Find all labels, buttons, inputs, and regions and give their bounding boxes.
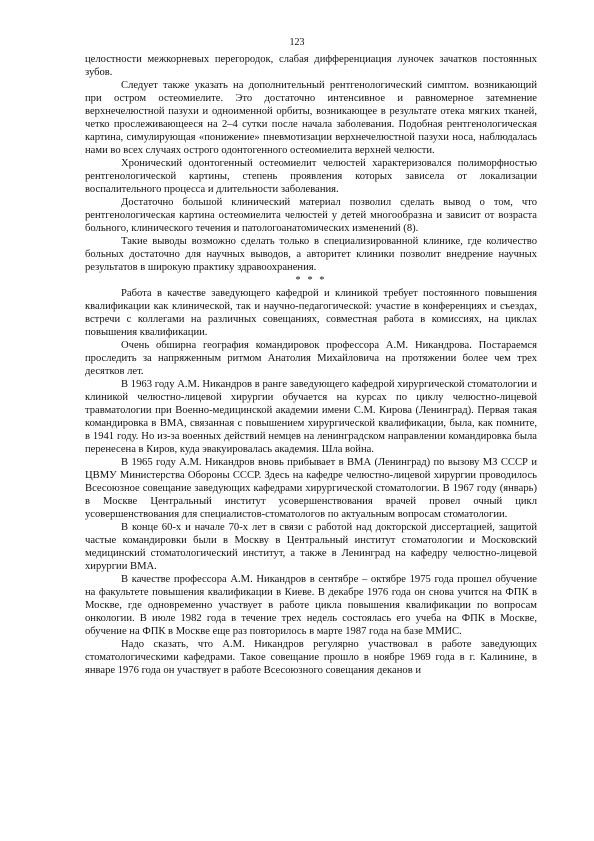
paragraph: Работа в качестве заведующего кафедрой и клиникой требует постоянного повышения квалификации как клинической, так и научно-педагогической: участие в конференциях и съездах, встречи с коллегами на различных совещаниях, совместная работа в комиссиях, на циклах повышения квалификации.	[85, 288, 537, 338]
paragraph: Хронический одонтогенный остеомиелит челюстей характеризовался полиморфностью рентгенологической картины, степень проявления которых зависела от локализации воспалительного процесса и длительности заболевания.	[85, 158, 537, 195]
paragraph: Следует также указать на дополнительный рентгенологический симптом. возникающий при остром остеомиелите. Это достаточно интенсивное и равномерное затемнение верхнечелюстной пазухи и одноименной орбиты, возникающее в результате отека мягких тканей, четко прослеживающееся на 2–4 сутки после начала заболевания. Подобная рентгенологическая картина, симулирующая «понижение» пневмотизации верхнечелюстной пазухи носа, наблюдалась нами во всех случаях острого одонтогенного остеомиелита верхней челюсти.	[85, 80, 537, 156]
paragraph: В конце 60-х и начале 70-х лет в связи с работой над докторской диссертацией, защитой частые командировки были в Москву в Центральный институт стоматологии и Московский медицинский стоматологический институт, а также в Ленинград на кафедру челюстно-лицевой хирургии ВМА.	[85, 522, 537, 572]
paragraph: Достаточно большой клинический материал позволил сделать вывод о том, что рентгенологическая картина остеомиелита челюстей у детей многообразна и зависит от возраста больного, клинического течения и патологоанатомических изменений (8).	[85, 197, 537, 234]
body-text	[85, 53, 537, 677]
page-number: 123	[289, 37, 305, 48]
paragraph: В 1965 году А.М. Никандров вновь прибывает в ВМА (Ленинград) по вызову МЗ СССР и ЦВМУ Министерства Обороны СССР. Здесь на кафедре челюстно-лицевой хирургии проводилось Всесоюзное совещание заведующих кафедрами хирургической стоматологии. В 1967 году (январь) в Москве Центральный институт усовершенствования врачей провел очный цикл усовершенствования для специалистов-стоматологов по актуальным вопросам стоматологии.	[85, 457, 537, 520]
paragraph: Надо сказать, что А.М. Никандров регулярно участвовал в работе заведующих стоматологическими кафедрами. Такое совещание прошло в ноябре 1969 года в г. Калинине, в январе 1976 года он участвует в работе Всесоюзного совещания деканов и	[85, 639, 537, 676]
paragraph: целостности межкорневых перегородок, слабая дифференциация луночек зачатков постоянных зубов.	[85, 54, 537, 78]
section-separator: * * *	[295, 275, 327, 286]
paragraph: В 1963 году А.М. Никандров в ранге заведующего кафедрой хирургической стоматологии и клиникой челюстно-лицевой хирургии обучается на курсах по циклу челюстно-лицевой травматологии при Военно-медицинской академии имени С.М. Кирова (Ленинград). Первая такая командировка в ВМА, связанная с повышением хирургической квалификации, была, как помните, в 1941 году. Но из-за военных действий немцев на ленинградском направлении командировка была перенесена в Киров, куда эвакуировалась академия. Шла война.	[85, 379, 537, 455]
paragraph: Очень обширна география командировок профессора А.М. Никандрова. Постараемся проследить за напряженным ритмом Анатолия Михайловича на протяжении более чем трех десятков лет.	[85, 340, 537, 377]
paragraph: В качестве профессора А.М. Никандров в сентябре – октябре 1975 года прошел обучение на факультете повышения квалификации в Киеве. В декабре 1976 года он снова учится на ФПК в Москве, где одновременно участвует в работе цикла повышения квалификации по вопросам онкологии. В июле 1982 года в течение трех недель состоялась его учеба на ФПК в Москве, обучение на ФПК в Москве еще раз повторилось в марте 1987 года на базе ММИС.	[85, 574, 537, 637]
paragraph: Такие выводы возможно сделать только в специализированной клинике, где количество больных достаточно для научных выводов, а авторитет клиники позволит внедрение научных результатов в широкую практику здравоохранения.	[85, 236, 537, 273]
